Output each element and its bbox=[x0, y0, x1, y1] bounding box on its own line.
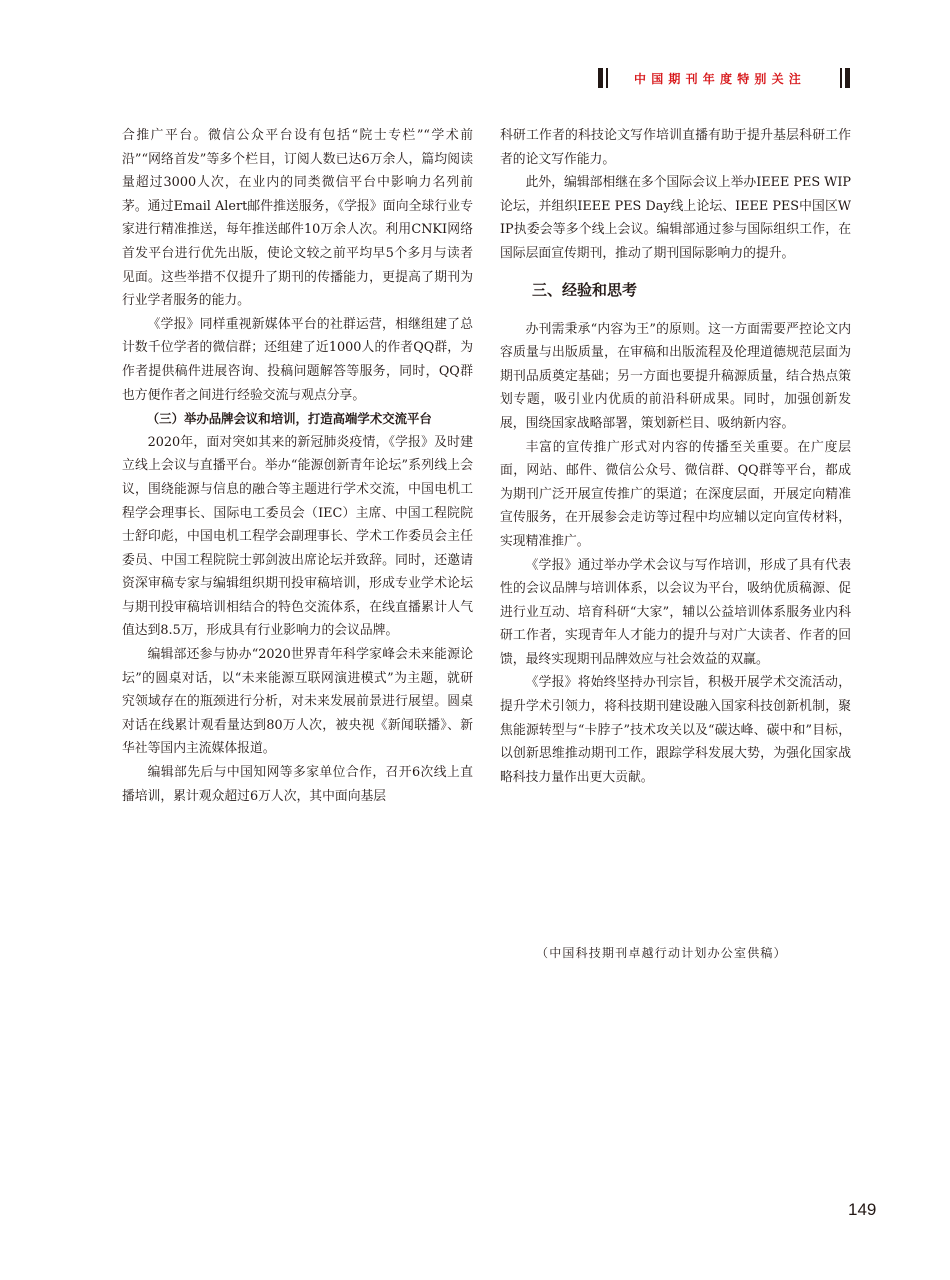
subheading-3: （三）举办品牌会议和培训，打造高端学术交流平台 bbox=[146, 411, 432, 427]
left-paragraph-1: 合推广平台。微信公众平台设有包括“院士专栏”“学术前沿”“网络首发”等多个栏目，订阅人数已达6万余人，篇均阅读量超过3000人次，在业内的同类微信平台中影响力名列前茅。通过Email Alert邮件推送服务，《学报》面向全球行业专家进行精准推送，每年推送邮件10万余人次。利用CNKI网络首发平台进行优先出版，使论文较之前平均早5个多月与读者见面。这些举措不仅提升了期刊的传播能力，更提高了期刊为行业学者服务的能力。 bbox=[122, 128, 473, 309]
right-column bbox=[500, 124, 851, 789]
right-paragraph-3: 办刊需秉承“内容为王”的原则。这一方面需要严控论文内容质量与出版质量，在审稿和出版流程及伦理道德规范层面为期刊品质奠定基础；另一方面也要提升稿源质量，结合热点策划专题，吸引业内优质的前沿科研成果。同时，加强创新发展，围绕国家战略部署，策划新栏目、吸纳新内容。 bbox=[500, 321, 851, 431]
page-number: 149 bbox=[848, 1200, 877, 1219]
left-column bbox=[122, 124, 473, 808]
right-paragraph-5: 《学报》通过举办学术会议与写作培训，形成了具有代表性的会议品牌与培训体系，以会议为平台，吸纳优质稿源、促进行业互动、培育科研“大家”，辅以公益培训体系服务业内科研工作者，实现青年人才能力的提升与对广大读者、作者的回馈，最终实现期刊品牌效应与社会效益的双赢。 bbox=[500, 557, 851, 667]
header-right-bars bbox=[840, 68, 850, 88]
left-paragraph-4: 编辑部还参与协办“2020世界青年科学家峰会未来能源论坛”的圆桌对话，以“未来能源互联网演进模式”为主题，就研究领域存在的瓶颈进行分析，对未来发展前景进行展望。圆桌对话在线累计观看量达到80万人次，被央视《新闻联播》、新华社等国内主流媒体报道。 bbox=[122, 647, 473, 757]
left-paragraph-5: 编辑部先后与中国知网等多家单位合作，召开6次线上直播培训，累计观众超过6万人次，其中面向基层 bbox=[122, 765, 473, 804]
header-bar-thin bbox=[606, 68, 608, 88]
header-bar-thin bbox=[840, 68, 842, 88]
header-title: 中国期刊年度特别关注 bbox=[634, 71, 807, 86]
header-bar-thick bbox=[598, 68, 603, 88]
right-paragraph-6: 《学报》将始终坚持办刊宗旨，积极开展学术交流活动，提升学术引领力，将科技期刊建设融入国家科技创新机制，聚焦能源转型与“卡脖子”技术攻关以及“碳达峰、碳中和”目标，以创新思维推动期刊工作，跟踪学科发展大势，为强化国家战略科技力量作出更大贡献。 bbox=[500, 675, 851, 785]
left-paragraph-2: 《学报》同样重视新媒体平台的社群运营，相继组建了总计数千位学者的微信群；还组建了近1000人的作者QQ群，为作者提供稿件进展咨询、投稿问题解答等服务，同时，QQ群也方便作者之间进行经验交流与观点分享。 bbox=[122, 316, 473, 403]
right-paragraph-1: 科研工作者的科技论文写作培训直播有助于提升基层科研工作者的论文写作能力。 bbox=[500, 128, 851, 167]
right-paragraph-4: 丰富的宣传推广形式对内容的传播至关重要。在广度层面，网站、邮件、微信公众号、微信群、QQ群等平台，都成为期刊广泛开展宣传推广的渠道；在深度层面，开展定向精准宣传服务，在开展参会走访等过程中均应辅以定向宣传材料，实现精准推广。 bbox=[500, 439, 851, 549]
right-paragraph-2: 此外，编辑部相继在多个国际会议上举办IEEE PES WIP论坛，并组织IEEE PES Day线上论坛、IEEE PES中国区WIP执委会等多个线上会议。编辑部通过参与国际组织工作，在国际层面宣传期刊，推动了期刊国际影响力的提升。 bbox=[500, 175, 851, 261]
source-credit: （中国科技期刊卓越行动计划办公室供稿） bbox=[536, 946, 787, 960]
header-bar-thick bbox=[845, 68, 850, 88]
running-header bbox=[598, 68, 850, 88]
section-title: 三、经验和思考 bbox=[532, 280, 638, 299]
header-left-bars bbox=[598, 68, 608, 88]
left-paragraph-3: 2020年，面对突如其来的新冠肺炎疫情，《学报》及时建立线上会议与直播平台。举办“能源创新青年论坛”系列线上会议，围绕能源与信息的融合等主题进行学术交流，中国电机工程学会理事长、国际电工委员会（IEC）主席、中国工程院院士舒印彪，中国电机工程学会副理事长、学术工作委员会主任委员、中国工程院院士郭剑波出席论坛并致辞。同时，还邀请资深审稿专家与编辑组织期刊投审稿培训，形成专业学术论坛与期刊投审稿培训相结合的特色交流体系，在线直播累计人气值达到8.5万，形成具有行业影响力的会议品牌。 bbox=[122, 434, 473, 639]
